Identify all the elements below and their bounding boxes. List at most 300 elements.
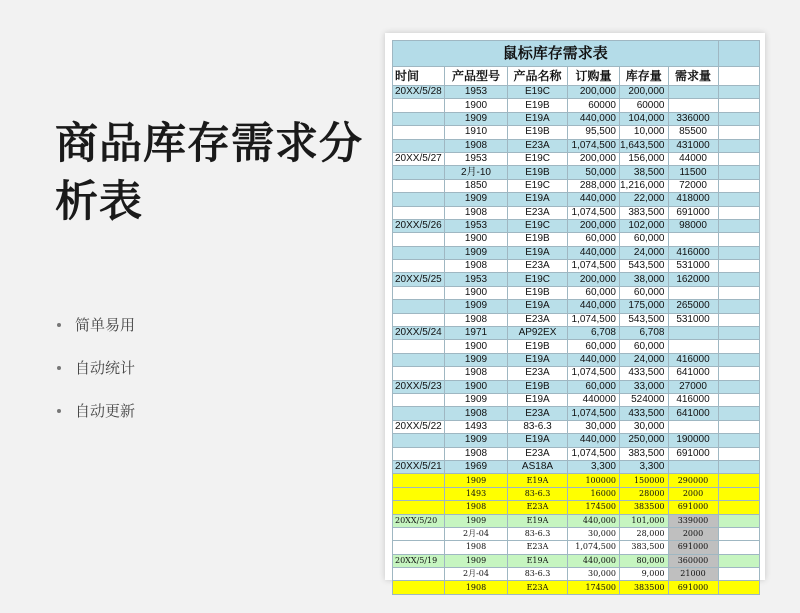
table-cell bbox=[718, 460, 759, 473]
table-cell bbox=[668, 420, 718, 433]
table-cell: E23A bbox=[508, 407, 568, 420]
table-cell: 1971 bbox=[445, 327, 508, 340]
table-cell: 1900 bbox=[445, 233, 508, 246]
table-cell: 1,074,500 bbox=[568, 260, 620, 273]
date-cell bbox=[393, 193, 445, 206]
table-row bbox=[393, 300, 760, 313]
table-cell: E19B bbox=[508, 340, 568, 353]
table-cell: 440,000 bbox=[568, 112, 620, 125]
table-cell: 1909 bbox=[445, 300, 508, 313]
table-cell: 1953 bbox=[445, 273, 508, 286]
table-row bbox=[393, 219, 760, 232]
table-row bbox=[393, 447, 760, 460]
date-cell: 20XX/5/21 bbox=[393, 460, 445, 473]
table-cell: 440,000 bbox=[568, 554, 620, 567]
table-cell: 531000 bbox=[668, 260, 718, 273]
date-cell bbox=[393, 300, 445, 313]
table-cell bbox=[718, 260, 759, 273]
table-cell: 2000 bbox=[668, 527, 718, 540]
table-cell: 156,000 bbox=[620, 152, 669, 165]
column-header: 订购量 bbox=[568, 67, 620, 86]
date-cell bbox=[393, 246, 445, 259]
table-row bbox=[393, 112, 760, 125]
table-row bbox=[393, 313, 760, 326]
table-cell: E19C bbox=[508, 273, 568, 286]
spreadsheet-preview bbox=[385, 33, 765, 592]
table-cell: 691000 bbox=[668, 581, 718, 594]
table-cell bbox=[718, 434, 759, 447]
table-row bbox=[393, 527, 760, 540]
table-row bbox=[393, 420, 760, 433]
table-cell bbox=[668, 286, 718, 299]
table-cell: 6,708 bbox=[568, 327, 620, 340]
table-cell: 691000 bbox=[668, 447, 718, 460]
date-cell bbox=[393, 501, 445, 514]
table-cell: 440,000 bbox=[568, 300, 620, 313]
table-cell: AP92EX bbox=[508, 327, 568, 340]
table-cell: 1,074,500 bbox=[568, 367, 620, 380]
table-cell: 543,500 bbox=[620, 313, 669, 326]
table-cell: 383,500 bbox=[620, 206, 669, 219]
table-cell: 1908 bbox=[445, 139, 508, 152]
table-cell: 10,000 bbox=[620, 126, 669, 139]
table-cell: 50,000 bbox=[568, 166, 620, 179]
table-cell bbox=[718, 474, 759, 487]
table-cell: 200,000 bbox=[568, 86, 620, 99]
table-row bbox=[393, 487, 760, 500]
table-cell: 1953 bbox=[445, 86, 508, 99]
table-cell: 531000 bbox=[668, 313, 718, 326]
feature-item: 自动统计 bbox=[55, 355, 135, 398]
table-cell bbox=[718, 99, 759, 112]
table-row bbox=[393, 393, 760, 406]
table-row bbox=[393, 353, 760, 366]
table-cell: E23A bbox=[508, 581, 568, 594]
date-cell bbox=[393, 541, 445, 554]
table-cell: E19A bbox=[508, 393, 568, 406]
table-cell: E23A bbox=[508, 260, 568, 273]
table-cell: 383500 bbox=[620, 501, 669, 514]
table-cell bbox=[718, 273, 759, 286]
date-cell bbox=[393, 260, 445, 273]
table-cell: 383,500 bbox=[620, 541, 669, 554]
table-cell: 60,000 bbox=[568, 340, 620, 353]
table-row bbox=[393, 501, 760, 514]
date-cell: 20XX/5/25 bbox=[393, 273, 445, 286]
table-cell: 416000 bbox=[668, 393, 718, 406]
table-cell: 2月-10 bbox=[445, 166, 508, 179]
table-cell: E23A bbox=[508, 313, 568, 326]
table-row bbox=[393, 514, 760, 527]
table-cell: 72000 bbox=[668, 179, 718, 192]
table-cell: 1909 bbox=[445, 393, 508, 406]
table-cell bbox=[668, 460, 718, 473]
table-cell: 83-6.3 bbox=[508, 527, 568, 540]
date-cell: 20XX/5/19 bbox=[393, 554, 445, 567]
table-row bbox=[393, 99, 760, 112]
table-cell bbox=[718, 112, 759, 125]
date-cell bbox=[393, 126, 445, 139]
table-cell: E19A bbox=[508, 246, 568, 259]
table-cell bbox=[718, 313, 759, 326]
table-cell: 1909 bbox=[445, 246, 508, 259]
table-cell: E19B bbox=[508, 99, 568, 112]
date-cell: 20XX/5/20 bbox=[393, 514, 445, 527]
table-cell: 1900 bbox=[445, 380, 508, 393]
date-cell bbox=[393, 313, 445, 326]
feature-item: 自动更新 bbox=[55, 398, 135, 441]
table-cell: 21000 bbox=[668, 568, 718, 581]
table-row bbox=[393, 474, 760, 487]
table-row bbox=[393, 554, 760, 567]
table-cell: 1908 bbox=[445, 541, 508, 554]
table-cell: 24,000 bbox=[620, 246, 669, 259]
table-row bbox=[393, 367, 760, 380]
table-cell: 440,000 bbox=[568, 514, 620, 527]
table-cell: 60,000 bbox=[620, 233, 669, 246]
table-cell: E23A bbox=[508, 367, 568, 380]
table-cell: 336000 bbox=[668, 112, 718, 125]
table-cell: 433,500 bbox=[620, 407, 669, 420]
date-cell bbox=[393, 527, 445, 540]
table-cell: 416000 bbox=[668, 246, 718, 259]
table-cell bbox=[718, 380, 759, 393]
table-cell: 200,000 bbox=[568, 273, 620, 286]
table-row bbox=[393, 327, 760, 340]
table-cell: 265000 bbox=[668, 300, 718, 313]
date-cell bbox=[393, 474, 445, 487]
table-cell bbox=[718, 393, 759, 406]
table-cell: 38,000 bbox=[620, 273, 669, 286]
table-cell: 174500 bbox=[568, 581, 620, 594]
date-cell bbox=[393, 206, 445, 219]
table-cell: 1,074,500 bbox=[568, 541, 620, 554]
date-cell bbox=[393, 139, 445, 152]
table-cell: 1908 bbox=[445, 447, 508, 460]
table-cell: 416000 bbox=[668, 353, 718, 366]
table-cell: 1,074,500 bbox=[568, 447, 620, 460]
date-cell bbox=[393, 286, 445, 299]
feature-item: 简单易用 bbox=[55, 312, 135, 355]
table-cell: 80,000 bbox=[620, 554, 669, 567]
table-cell: 2月-04 bbox=[445, 527, 508, 540]
table-cell: E19A bbox=[508, 554, 568, 567]
table-cell: 28,000 bbox=[620, 527, 669, 540]
table-row bbox=[393, 541, 760, 554]
date-cell bbox=[393, 340, 445, 353]
table-cell: 175,000 bbox=[620, 300, 669, 313]
table-cell: 1900 bbox=[445, 99, 508, 112]
table-cell bbox=[718, 420, 759, 433]
table-cell: E23A bbox=[508, 139, 568, 152]
table-cell: E19A bbox=[508, 353, 568, 366]
table-cell bbox=[718, 501, 759, 514]
table-cell bbox=[718, 139, 759, 152]
table-cell: 30,000 bbox=[568, 527, 620, 540]
table-cell: 1908 bbox=[445, 367, 508, 380]
table-cell: 543,500 bbox=[620, 260, 669, 273]
table-cell: 1909 bbox=[445, 193, 508, 206]
table-cell: E19C bbox=[508, 86, 568, 99]
date-cell: 20XX/5/28 bbox=[393, 86, 445, 99]
table-cell: 2000 bbox=[668, 487, 718, 500]
table-cell: 524000 bbox=[620, 393, 669, 406]
table-row bbox=[393, 233, 760, 246]
table-cell: E19C bbox=[508, 179, 568, 192]
table-cell: E19C bbox=[508, 152, 568, 165]
table-cell bbox=[718, 367, 759, 380]
table-cell: 3,300 bbox=[568, 460, 620, 473]
table-cell: 691000 bbox=[668, 501, 718, 514]
table-cell bbox=[718, 568, 759, 581]
table-cell bbox=[718, 327, 759, 340]
page-title: 商品库存需求分析表 bbox=[55, 119, 363, 227]
table-row bbox=[393, 460, 760, 473]
table-cell bbox=[718, 581, 759, 594]
table-cell: 1953 bbox=[445, 219, 508, 232]
date-cell: 20XX/5/26 bbox=[393, 219, 445, 232]
table-cell: 95,500 bbox=[568, 126, 620, 139]
table-cell: 174500 bbox=[568, 501, 620, 514]
date-cell bbox=[393, 166, 445, 179]
date-cell: 20XX/5/23 bbox=[393, 380, 445, 393]
date-cell bbox=[393, 487, 445, 500]
table-cell: 1900 bbox=[445, 286, 508, 299]
table-cell: 641000 bbox=[668, 367, 718, 380]
table-cell: 33,000 bbox=[620, 380, 669, 393]
table-cell: 1909 bbox=[445, 554, 508, 567]
table-cell: 2月-04 bbox=[445, 568, 508, 581]
table-cell bbox=[718, 219, 759, 232]
table-row bbox=[393, 139, 760, 152]
table-cell: 44000 bbox=[668, 152, 718, 165]
table-cell: 101,000 bbox=[620, 514, 669, 527]
table-cell: 83-6.3 bbox=[508, 487, 568, 500]
table-cell: 383,500 bbox=[620, 447, 669, 460]
table-title: 鼠标库存需求表 bbox=[393, 41, 719, 67]
table-cell: 102,000 bbox=[620, 219, 669, 232]
inventory-table bbox=[392, 40, 760, 595]
table-header-row bbox=[393, 67, 760, 86]
table-cell: E19C bbox=[508, 219, 568, 232]
table-cell: 383500 bbox=[620, 581, 669, 594]
date-cell: 20XX/5/27 bbox=[393, 152, 445, 165]
table-row bbox=[393, 581, 760, 594]
table-cell: E19B bbox=[508, 233, 568, 246]
table-cell bbox=[718, 193, 759, 206]
table-cell: E19A bbox=[508, 434, 568, 447]
table-cell: 1,074,500 bbox=[568, 407, 620, 420]
table-cell: 27000 bbox=[668, 380, 718, 393]
table-cell: 433,500 bbox=[620, 367, 669, 380]
table-cell bbox=[718, 340, 759, 353]
table-cell: 641000 bbox=[668, 407, 718, 420]
table-cell: 60,000 bbox=[568, 233, 620, 246]
table-cell: E19A bbox=[508, 514, 568, 527]
table-cell bbox=[718, 179, 759, 192]
table-cell: 691000 bbox=[668, 206, 718, 219]
table-cell: E23A bbox=[508, 447, 568, 460]
table-cell: 1850 bbox=[445, 179, 508, 192]
table-cell bbox=[718, 407, 759, 420]
table-cell bbox=[718, 233, 759, 246]
table-cell: 360000 bbox=[668, 554, 718, 567]
table-row bbox=[393, 434, 760, 447]
date-cell bbox=[393, 434, 445, 447]
date-cell bbox=[393, 353, 445, 366]
table-cell: 1493 bbox=[445, 487, 508, 500]
column-header: 产品型号 bbox=[445, 67, 508, 86]
feature-list bbox=[55, 312, 135, 441]
table-cell: E23A bbox=[508, 541, 568, 554]
table-cell: 1909 bbox=[445, 514, 508, 527]
table-cell bbox=[668, 233, 718, 246]
table-cell: 440,000 bbox=[568, 434, 620, 447]
table-row bbox=[393, 407, 760, 420]
table-cell: 1,643,500 bbox=[620, 139, 669, 152]
table-cell bbox=[718, 514, 759, 527]
table-cell: 440,000 bbox=[568, 353, 620, 366]
table-row bbox=[393, 179, 760, 192]
table-cell: 1,074,500 bbox=[568, 206, 620, 219]
table-cell: 60,000 bbox=[620, 286, 669, 299]
table-cell: 200,000 bbox=[568, 152, 620, 165]
table-cell bbox=[718, 554, 759, 567]
table-cell bbox=[718, 527, 759, 540]
table-cell: E19A bbox=[508, 300, 568, 313]
table-cell: 440000 bbox=[568, 393, 620, 406]
table-cell: 1909 bbox=[445, 434, 508, 447]
column-header: 库存量 bbox=[620, 67, 669, 86]
table-cell: 1,074,500 bbox=[568, 139, 620, 152]
table-cell bbox=[668, 86, 718, 99]
table-cell: 38,500 bbox=[620, 166, 669, 179]
table-cell: E19B bbox=[508, 380, 568, 393]
table-cell: 1909 bbox=[445, 112, 508, 125]
table-cell bbox=[718, 41, 759, 67]
date-cell bbox=[393, 99, 445, 112]
table-cell: 1908 bbox=[445, 501, 508, 514]
table-cell: 1909 bbox=[445, 474, 508, 487]
table-cell: 440,000 bbox=[568, 246, 620, 259]
table-cell bbox=[668, 327, 718, 340]
column-header bbox=[718, 67, 759, 86]
table-row bbox=[393, 286, 760, 299]
table-cell: 339000 bbox=[668, 514, 718, 527]
table-cell bbox=[718, 487, 759, 500]
table-cell: E19B bbox=[508, 126, 568, 139]
table-cell: AS18A bbox=[508, 460, 568, 473]
date-cell bbox=[393, 447, 445, 460]
date-cell: 20XX/5/22 bbox=[393, 420, 445, 433]
table-cell: 11500 bbox=[668, 166, 718, 179]
table-cell: 1910 bbox=[445, 126, 508, 139]
table-cell: 60,000 bbox=[568, 286, 620, 299]
table-row bbox=[393, 206, 760, 219]
table-row bbox=[393, 166, 760, 179]
table-cell: 440,000 bbox=[568, 193, 620, 206]
table-row bbox=[393, 273, 760, 286]
table-cell bbox=[668, 340, 718, 353]
date-cell bbox=[393, 233, 445, 246]
table-cell: 3,300 bbox=[620, 460, 669, 473]
table-cell: 24,000 bbox=[620, 353, 669, 366]
table-cell: 104,000 bbox=[620, 112, 669, 125]
date-cell bbox=[393, 112, 445, 125]
table-cell: 1909 bbox=[445, 353, 508, 366]
date-cell bbox=[393, 367, 445, 380]
table-row bbox=[393, 86, 760, 99]
table-cell: 162000 bbox=[668, 273, 718, 286]
date-cell bbox=[393, 581, 445, 594]
table-cell: 60,000 bbox=[568, 380, 620, 393]
table-cell bbox=[718, 206, 759, 219]
table-cell: 150000 bbox=[620, 474, 669, 487]
table-cell bbox=[718, 286, 759, 299]
table-cell: 85500 bbox=[668, 126, 718, 139]
table-cell: 30,000 bbox=[568, 568, 620, 581]
table-cell: 83-6.3 bbox=[508, 420, 568, 433]
table-cell: E19B bbox=[508, 166, 568, 179]
date-cell bbox=[393, 179, 445, 192]
table-cell: E23A bbox=[508, 501, 568, 514]
table-cell: 431000 bbox=[668, 139, 718, 152]
table-cell: 16000 bbox=[568, 487, 620, 500]
table-cell: 190000 bbox=[668, 434, 718, 447]
table-cell: 288,000 bbox=[568, 179, 620, 192]
column-header: 时间 bbox=[393, 67, 445, 86]
table-row bbox=[393, 152, 760, 165]
date-cell bbox=[393, 568, 445, 581]
table-cell: 1969 bbox=[445, 460, 508, 473]
table-cell: 60000 bbox=[568, 99, 620, 112]
table-row bbox=[393, 260, 760, 273]
table-cell: 1908 bbox=[445, 206, 508, 219]
table-cell: 1908 bbox=[445, 407, 508, 420]
table-cell: 60,000 bbox=[620, 340, 669, 353]
table-cell: 28000 bbox=[620, 487, 669, 500]
date-cell bbox=[393, 407, 445, 420]
table-cell: 1900 bbox=[445, 340, 508, 353]
table-cell bbox=[718, 353, 759, 366]
table-row bbox=[393, 126, 760, 139]
table-cell: 200,000 bbox=[620, 86, 669, 99]
table-title-row bbox=[393, 41, 760, 67]
column-header: 产品名称 bbox=[508, 67, 568, 86]
table-row bbox=[393, 340, 760, 353]
table-cell: 290000 bbox=[668, 474, 718, 487]
table-cell: 1493 bbox=[445, 420, 508, 433]
table-cell bbox=[718, 126, 759, 139]
date-cell bbox=[393, 393, 445, 406]
table-row bbox=[393, 380, 760, 393]
table-cell: E19B bbox=[508, 286, 568, 299]
table-cell bbox=[718, 246, 759, 259]
table-cell: 250,000 bbox=[620, 434, 669, 447]
table-cell: E19A bbox=[508, 193, 568, 206]
table-cell: 1,216,000 bbox=[620, 179, 669, 192]
table-cell: 83-6.3 bbox=[508, 568, 568, 581]
table-cell: 100000 bbox=[568, 474, 620, 487]
table-cell bbox=[718, 152, 759, 165]
date-cell: 20XX/5/24 bbox=[393, 327, 445, 340]
table-row bbox=[393, 193, 760, 206]
table-cell bbox=[718, 166, 759, 179]
table-cell bbox=[718, 541, 759, 554]
table-cell: 30,000 bbox=[620, 420, 669, 433]
table-cell bbox=[718, 86, 759, 99]
table-cell: E23A bbox=[508, 206, 568, 219]
